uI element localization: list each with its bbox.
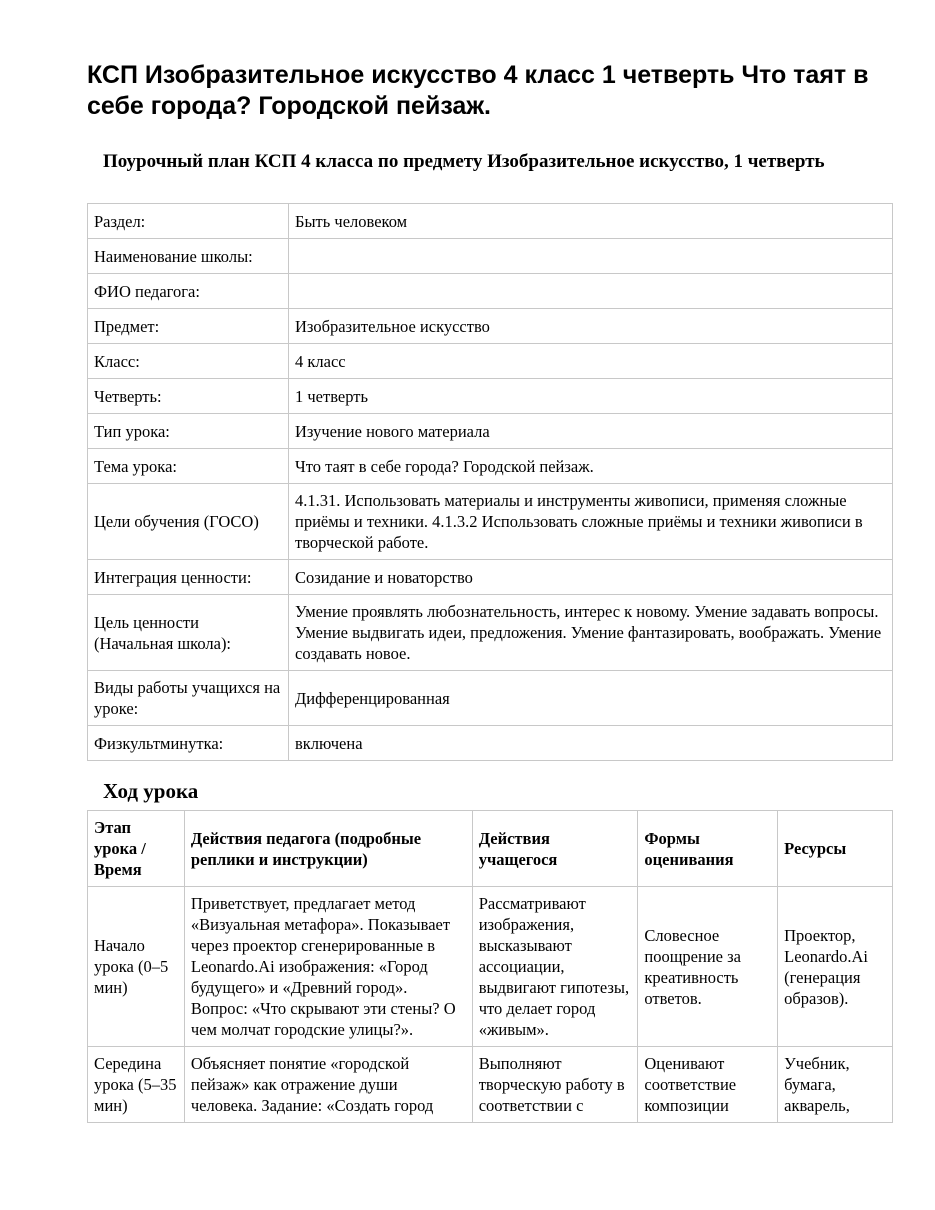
lesson-row (88, 1047, 893, 1123)
info-row (88, 449, 893, 484)
info-value: 1 четверть (289, 379, 893, 414)
info-value (289, 239, 893, 274)
info-label: Тип урока: (88, 414, 289, 449)
lesson-header-cell: Формы оценивания (638, 811, 778, 887)
lesson-table (87, 810, 893, 1123)
lesson-cell: Выполняют творческую работу в соответствии с (472, 1047, 638, 1123)
info-value: Изобразительное искусство (289, 309, 893, 344)
info-label: Интеграция ценности: (88, 560, 289, 595)
info-label: Цели обучения (ГОСО) (88, 484, 289, 560)
info-label: Четверть: (88, 379, 289, 414)
lesson-cell: Оценивают соответствие композиции (638, 1047, 778, 1123)
info-value: Что таят в себе города? Городской пейзаж. (289, 449, 893, 484)
info-value (289, 274, 893, 309)
page-title: КСП Изобразительное искусство 4 класс 1 четверть Что таят в себе города? Городской пейзаж. (87, 61, 869, 120)
info-label: ФИО педагога: (88, 274, 289, 309)
lesson-cell: Приветствует, предлагает метод «Визуальная метафора». Показывает через проектор сгенерированные в Leonardo.Ai изображения: «Город будущего» и «Древний город». Вопрос: «Что скрывают эти стены? О чем молчат городские улицы?». (184, 887, 472, 1047)
info-label: Тема урока: (88, 449, 289, 484)
info-row (88, 671, 893, 726)
lesson-row (88, 887, 893, 1047)
lesson-cell: Словесное поощрение за креативность ответов. (638, 887, 778, 1047)
plan-subtitle: Поурочный план КСП 4 класса по предмету Изобразительное искусство, 1 четверть (103, 151, 825, 172)
info-value: Быть человеком (289, 204, 893, 239)
info-value: Созидание и новаторство (289, 560, 893, 595)
info-label: Класс: (88, 344, 289, 379)
info-row (88, 414, 893, 449)
info-value: 4 класс (289, 344, 893, 379)
lesson-cell: Начало урока (0–5 мин) (88, 887, 185, 1047)
info-value: Умение проявлять любознательность, интерес к новому. Умение задавать вопросы. Умение выдвигать идеи, предложения. Умение фантазировать, воображать. Умение создавать новое. (289, 595, 893, 671)
lesson-cell: Проектор, Leonardo.Ai (генерация образов). (778, 887, 893, 1047)
info-row (88, 239, 893, 274)
info-value: 4.1.31. Использовать материалы и инструменты живописи, применяя сложные приёмы и техники. 4.1.3.2 Использовать сложные приёмы и техники живописи в творческой работе. (289, 484, 893, 560)
lesson-cell: Учебник, бумага, акварель, (778, 1047, 893, 1123)
info-row (88, 560, 893, 595)
info-row (88, 595, 893, 671)
info-value: включена (289, 726, 893, 761)
info-row (88, 344, 893, 379)
info-row (88, 274, 893, 309)
lesson-cell: Рассматривают изображения, высказывают ассоциации, выдвигают гипотезы, что делает город «живым». (472, 887, 638, 1047)
info-label: Предмет: (88, 309, 289, 344)
info-row (88, 484, 893, 560)
info-value: Дифференцированная (289, 671, 893, 726)
info-label: Физкультминутка: (88, 726, 289, 761)
lesson-header-row (88, 811, 893, 887)
lesson-header-cell: Действия педагога (подробные реплики и инструкции) (184, 811, 472, 887)
info-label: Цель ценности (Начальная школа): (88, 595, 289, 671)
info-row (88, 379, 893, 414)
info-label: Виды работы учащихся на уроке: (88, 671, 289, 726)
lesson-section-title: Ход урока (103, 779, 199, 803)
info-row (88, 204, 893, 239)
lesson-header-cell: Ресурсы (778, 811, 893, 887)
info-value: Изучение нового материала (289, 414, 893, 449)
lesson-cell: Объясняет понятие «городской пейзаж» как отражение души человека. Задание: «Создать город (184, 1047, 472, 1123)
info-label: Раздел: (88, 204, 289, 239)
lesson-header-cell: Этап урока / Время (88, 811, 185, 887)
lesson-cell: Середина урока (5–35 мин) (88, 1047, 185, 1123)
info-table (87, 203, 893, 761)
info-label: Наименование школы: (88, 239, 289, 274)
info-row (88, 726, 893, 761)
lesson-header-cell: Действия учащегося (472, 811, 638, 887)
info-row (88, 309, 893, 344)
